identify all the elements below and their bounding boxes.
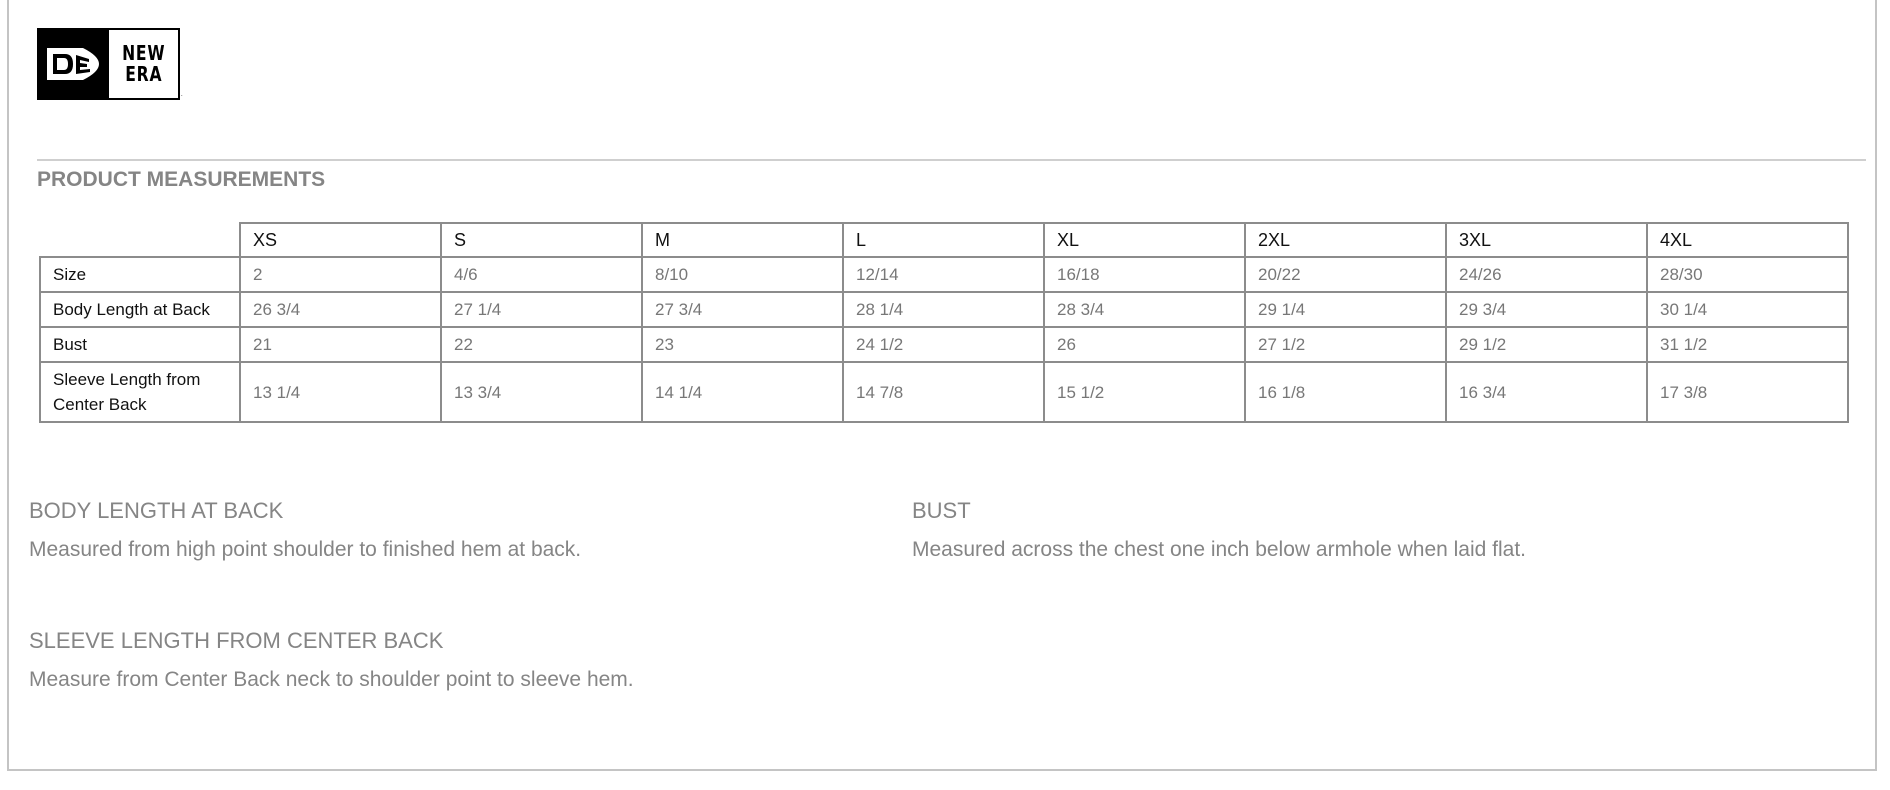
row-label: Size	[40, 257, 240, 292]
table-cell: 17 3/8	[1647, 362, 1848, 422]
table-cell: 14 7/8	[843, 362, 1044, 422]
table-row	[40, 292, 1848, 327]
table-cell: 27 1/2	[1245, 327, 1446, 362]
table-cell: 24 1/2	[843, 327, 1044, 362]
table-cell: 13 3/4	[441, 362, 642, 422]
table-cell: 26	[1044, 327, 1245, 362]
table-cell: 15 1/2	[1044, 362, 1245, 422]
description-text: Measured across the chest one inch below armhole when laid flat.	[912, 538, 1527, 561]
table-cell: 29 1/2	[1446, 327, 1647, 362]
body-length-description	[29, 498, 581, 562]
table-cell: 13 1/4	[240, 362, 441, 422]
table-cell: 22	[441, 327, 642, 362]
table-cell: 20/22	[1245, 257, 1446, 292]
table-cell: 26 3/4	[240, 292, 441, 327]
table-cell: 23	[642, 327, 843, 362]
table-cell: 8/10	[642, 257, 843, 292]
measurements-table	[39, 222, 1849, 423]
table-row	[40, 257, 1848, 292]
table-cell: 21	[240, 327, 441, 362]
table-row	[40, 327, 1848, 362]
table-cell: 4/6	[441, 257, 642, 292]
logo-line-1: NEW	[121, 41, 166, 65]
table-row	[40, 362, 1848, 422]
description-title: BODY LENGTH AT BACK	[29, 498, 284, 523]
row-label: Bust	[40, 327, 240, 362]
description-title: BUST	[912, 498, 971, 523]
new-era-logo	[37, 28, 183, 100]
table-cell: 29 1/4	[1245, 292, 1446, 327]
table-cell: 27 1/4	[441, 292, 642, 327]
column-header: L	[843, 223, 1044, 257]
logo-line-2: ERA	[124, 62, 163, 86]
table-cell: 24/26	[1446, 257, 1647, 292]
column-header: 3XL	[1446, 223, 1647, 257]
table-cell: 16 3/4	[1446, 362, 1647, 422]
column-header: M	[642, 223, 843, 257]
table-header-row	[40, 223, 1848, 257]
table-cell: 12/14	[843, 257, 1044, 292]
table-cell: 30 1/4	[1647, 292, 1848, 327]
logo-trademark-dot: .	[181, 92, 183, 98]
table-cell: 2	[240, 257, 441, 292]
table-cell: 28 1/4	[843, 292, 1044, 327]
table-cell: 31 1/2	[1647, 327, 1848, 362]
column-header: 4XL	[1647, 223, 1848, 257]
section-title: PRODUCT MEASUREMENTS	[37, 168, 326, 191]
table-cell: 16 1/8	[1245, 362, 1446, 422]
logo-wordmark	[109, 28, 180, 100]
table-cell: 29 3/4	[1446, 292, 1647, 327]
sleeve-length-description	[29, 628, 634, 692]
table-corner-cell	[40, 223, 240, 257]
table-cell: 27 3/4	[642, 292, 843, 327]
flag-icon	[37, 28, 109, 100]
description-text: Measured from high point shoulder to finished hem at back.	[29, 538, 582, 561]
section-divider	[37, 159, 1866, 161]
table-cell: 16/18	[1044, 257, 1245, 292]
table-cell: 14 1/4	[642, 362, 843, 422]
column-header: 2XL	[1245, 223, 1446, 257]
row-label: Sleeve Length from Center Back	[40, 362, 240, 422]
row-label: Body Length at Back	[40, 292, 240, 327]
column-header: XS	[240, 223, 441, 257]
table-cell: 28/30	[1647, 257, 1848, 292]
column-header: XL	[1044, 223, 1245, 257]
size-chart-panel	[7, 0, 1877, 771]
description-title: SLEEVE LENGTH FROM CENTER BACK	[29, 628, 444, 653]
description-text: Measure from Center Back neck to shoulder point to sleeve hem.	[29, 668, 634, 691]
table-cell: 28 3/4	[1044, 292, 1245, 327]
bust-description	[912, 498, 1526, 562]
column-header: S	[441, 223, 642, 257]
